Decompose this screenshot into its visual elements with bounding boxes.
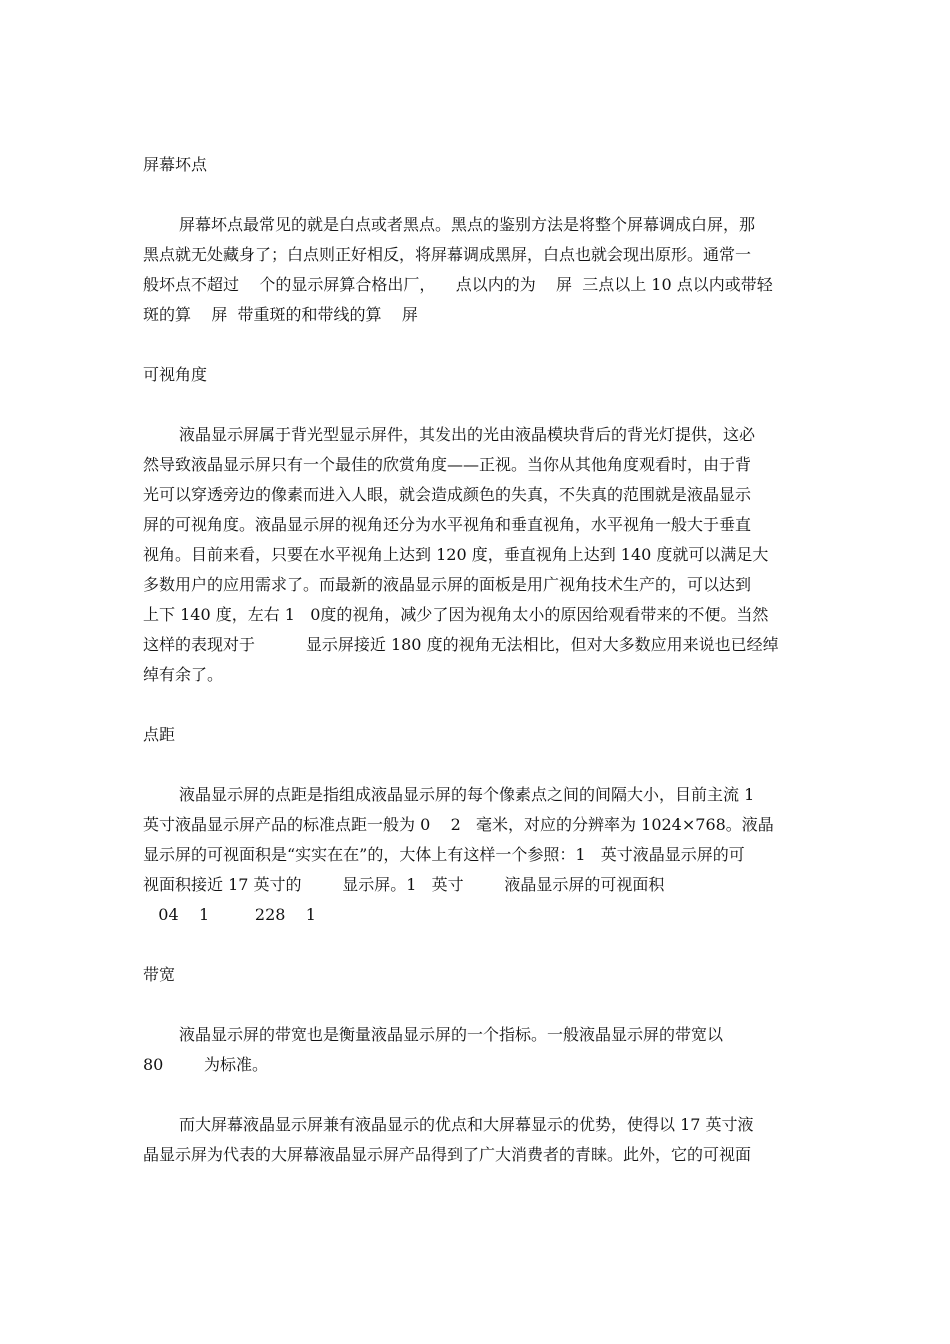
paragraph-large-screen	[143, 1110, 813, 1170]
paragraph-line: 黑点就无处藏身了；白点则正好相反，将屏幕调成黑屏，白点也就会现出原形。通常一	[143, 245, 752, 264]
paragraph-line: 光可以穿透旁边的像素而进入人眼，就会造成颜色的失真，不失真的范围就是液晶显示	[143, 485, 752, 504]
paragraph-line: 晶显示屏为代表的大屏幕液晶显示屏产品得到了广大消费者的青睐。此外，它的可视面	[143, 1145, 752, 1164]
paragraph-line: 而大屏幕液晶显示屏兼有液晶显示的优点和大屏幕显示的优势，使得以 17 英寸液	[179, 1115, 754, 1134]
paragraph-line: 80 为标准。	[143, 1055, 269, 1074]
paragraph-bandwidth	[143, 1020, 813, 1080]
paragraph-line: 液晶显示屏属于背光型显示屏件，其发出的光由液晶模块背后的背光灯提供，这必	[179, 425, 756, 444]
section-heading-bandwidth: 带宽	[143, 965, 176, 984]
paragraph-line: 英寸液晶显示屏产品的标准点距一般为 0 2 毫米，对应的分辨率为 1024×768。液晶	[143, 815, 774, 834]
paragraph-dot-pitch	[143, 780, 813, 930]
paragraph-viewing-angle	[143, 420, 813, 690]
paragraph-line: 液晶显示屏的点距是指组成液晶显示屏的每个像素点之间的间隔大小，目前主流 1	[179, 785, 755, 804]
paragraph-line: 多数用户的应用需求了。而最新的液晶显示屏的面板是用广视角技术生产的，可以达到	[143, 575, 752, 594]
section-heading-dead-pixels: 屏幕坏点	[143, 155, 208, 174]
paragraph-line: 04 1 228 1	[143, 905, 316, 924]
paragraph-line: 视角。目前来看，只要在水平视角上达到 120 度，垂直视角上达到 140 度就可以满足大	[143, 545, 769, 564]
paragraph-line: 般坏点不超过 个的显示屏算合格出厂， 点以内的为 屏 三点以上 10 点以内或带轻	[143, 275, 773, 294]
paragraph-line: 屏幕坏点最常见的就是白点或者黑点。黑点的鉴别方法是将整个屏幕调成白屏，那	[179, 215, 756, 234]
section-heading-viewing-angle: 可视角度	[143, 365, 208, 384]
paragraph-line: 屏的可视角度。液晶显示屏的视角还分为水平视角和垂直视角，水平视角一般大于垂直	[143, 515, 752, 534]
paragraph-line: 显示屏的可视面积是“实实在在”的，大体上有这样一个参照：1 英寸液晶显示屏的可	[143, 845, 745, 864]
paragraph-line: 视面积接近 17 英寸的 显示屏。1 英寸 液晶显示屏的可视面积	[143, 875, 665, 894]
paragraph-line: 斑的算 屏 带重斑的和带线的算 屏	[143, 305, 418, 324]
paragraph-line: 然导致液晶显示屏只有一个最佳的欣赏角度——正视。当你从其他角度观看时，由于背	[143, 455, 752, 474]
paragraph-line: 上下 140 度，左右 1 0度的视角，减少了因为视角太小的原因给观看带来的不便。当然	[143, 605, 769, 624]
paragraph-line: 液晶显示屏的带宽也是衡量液晶显示屏的一个指标。一般液晶显示屏的带宽以	[179, 1025, 724, 1044]
paragraph-dead-pixels	[143, 210, 813, 330]
paragraph-line: 绰有余了。	[143, 665, 224, 684]
document-body	[143, 150, 813, 1170]
section-heading-dot-pitch: 点距	[143, 725, 176, 744]
paragraph-line: 这样的表现对于 显示屏接近 180 度的视角无法相比，但对大多数应用来说也已经绰	[143, 635, 779, 654]
